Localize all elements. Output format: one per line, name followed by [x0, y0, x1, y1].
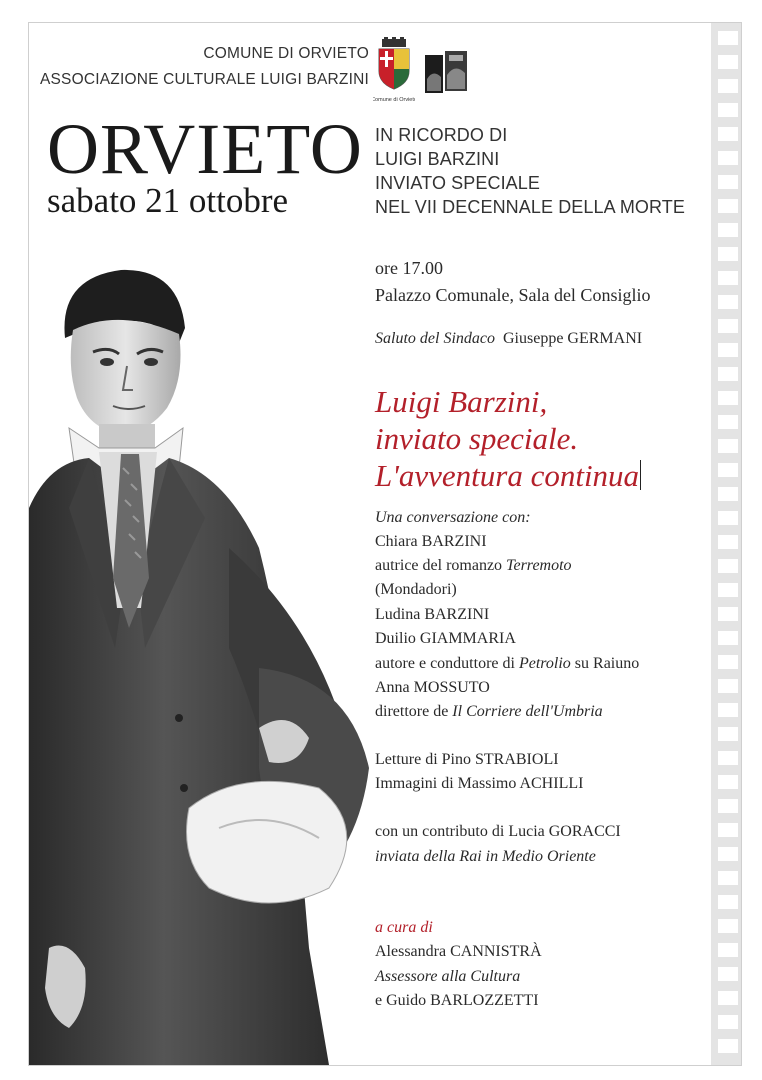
speaker-last-name: GIAMMARIA [419, 630, 516, 647]
publisher: (Mondadori) [375, 581, 457, 598]
headline-line: inviato speciale. [375, 421, 579, 456]
film-sprocket-hole [718, 751, 738, 765]
speaker-last-name: MOSSUTO [413, 679, 490, 696]
readings-credit [375, 751, 559, 769]
film-sprocket-hole [718, 463, 738, 477]
speaker-ludina [375, 606, 489, 624]
book-title: Terremoto [506, 557, 572, 574]
event-place: Palazzo Comunale, Sala del Consiglio [375, 285, 651, 305]
curated-label: a cura di [375, 919, 433, 936]
comune-coat-of-arms-logo [373, 37, 415, 105]
speaker-last-name: BARZINI [421, 533, 487, 550]
mayor-last-name: GERMANI [567, 330, 643, 347]
memorial-text [375, 123, 685, 219]
film-strip [711, 23, 741, 1065]
credit-last-name: GORACCI [548, 823, 621, 840]
role-text: autore e conduttore di [375, 655, 515, 672]
film-sprocket-hole [718, 31, 738, 45]
speaker-first-name: Ludina [375, 606, 421, 623]
headline-line: L'avventura continua [375, 458, 640, 493]
film-sprocket-hole [718, 151, 738, 165]
film-sprocket-hole [718, 559, 738, 573]
film-sprocket-hole [718, 1015, 738, 1029]
curator-role: Assessore alla Cultura [375, 968, 521, 985]
film-sprocket-hole [718, 775, 738, 789]
film-sprocket-hole [718, 1039, 738, 1053]
credit-label: Letture di Pino [375, 751, 471, 768]
memorial-line: LUIGI BARZINI [375, 149, 500, 169]
org-line-associazione: ASSOCIAZIONE CULTURALE LUIGI BARZINI [39, 71, 369, 88]
film-sprocket-hole [718, 607, 738, 621]
curator-guido [375, 992, 539, 1010]
memorial-line: IN RICORDO DI [375, 125, 508, 145]
film-sprocket-hole [718, 991, 738, 1005]
film-sprocket-hole [718, 79, 738, 93]
speaker-anna-role [375, 703, 603, 721]
credit-label: con un contributo di Lucia [375, 823, 545, 840]
org-line-comune: COMUNE DI ORVIETO [203, 45, 369, 62]
role-text: su Raiuno [574, 655, 640, 672]
film-sprocket-hole [718, 703, 738, 717]
conversation-intro: Una conversazione con: [375, 509, 531, 526]
film-sprocket-hole [718, 55, 738, 69]
film-sprocket-hole [718, 487, 738, 501]
film-sprocket-hole [718, 439, 738, 453]
city-title: ORVIETO [47, 109, 363, 189]
film-sprocket-hole [718, 847, 738, 861]
role-text: autrice del romanzo [375, 557, 503, 574]
film-sprocket-hole [718, 871, 738, 885]
film-sprocket-hole [718, 895, 738, 909]
film-sprocket-hole [718, 295, 738, 309]
credit-last-name: ACHILLI [519, 775, 584, 792]
curator-first-name: Alessandra [375, 943, 447, 960]
speaker-chiara-role [375, 557, 572, 575]
speaker-duilio-role [375, 655, 639, 673]
event-headline [375, 383, 641, 494]
film-sprocket-hole [718, 823, 738, 837]
event-time: ore 17.00 [375, 258, 443, 278]
memorial-line: INVIATO SPECIALE [375, 173, 540, 193]
greeting-label: Saluto del Sindaco [375, 330, 495, 347]
film-sprocket-hole [718, 103, 738, 117]
show-title: Petrolio [518, 655, 571, 672]
speaker-first-name: Anna [375, 679, 410, 696]
mayor-greeting [375, 330, 642, 348]
film-sprocket-hole [718, 511, 738, 525]
contribution-role: inviata della Rai in Medio Oriente [375, 848, 596, 865]
film-sprocket-hole [718, 535, 738, 549]
film-sprocket-hole [718, 679, 738, 693]
curator-last-name: BARLOZZETTI [430, 992, 539, 1009]
association-logo [423, 49, 469, 97]
speaker-last-name: BARZINI [424, 606, 490, 623]
role-text: direttore de [375, 703, 449, 720]
film-sprocket-hole [718, 271, 738, 285]
speaker-anna [375, 679, 490, 697]
mayor-first-name: Giuseppe [502, 330, 564, 347]
film-sprocket-hole [718, 583, 738, 597]
credit-last-name: STRABIOLI [474, 751, 559, 768]
film-sprocket-hole [718, 367, 738, 381]
film-sprocket-hole [718, 343, 738, 357]
film-sprocket-hole [718, 943, 738, 957]
logo-caption: Comune di Orvieto [373, 97, 415, 103]
speaker-duilio [375, 630, 516, 648]
speaker-first-name: Chiara [375, 533, 418, 550]
memorial-line: NEL VII DECENNALE DELLA MORTE [375, 197, 685, 217]
film-sprocket-hole [718, 919, 738, 933]
film-sprocket-hole [718, 391, 738, 405]
credit-label: Immagini di Massimo [375, 775, 517, 792]
film-sprocket-hole [718, 199, 738, 213]
curator-first-name: e Guido [375, 992, 427, 1009]
text-cursor [640, 460, 641, 490]
portrait-photo [29, 248, 379, 1065]
film-sprocket-hole [718, 967, 738, 981]
poster-page [28, 22, 742, 1066]
film-sprocket-hole [718, 247, 738, 261]
speaker-first-name: Duilio [375, 630, 416, 647]
film-sprocket-hole [718, 799, 738, 813]
film-sprocket-hole [718, 127, 738, 141]
event-date: sabato 21 ottobre [47, 181, 289, 220]
film-sprocket-hole [718, 727, 738, 741]
film-sprocket-hole [718, 631, 738, 645]
images-credit [375, 775, 583, 793]
headline-line: Luigi Barzini, [375, 384, 548, 419]
speaker-chiara [375, 533, 487, 551]
curator-alessandra [375, 943, 542, 961]
film-sprocket-hole [718, 319, 738, 333]
film-sprocket-hole [718, 655, 738, 669]
contribution-credit [375, 823, 621, 841]
film-sprocket-hole [718, 223, 738, 237]
curator-last-name: CANNISTRÀ [450, 943, 542, 960]
film-sprocket-hole [718, 175, 738, 189]
newspaper-title: Il Corriere dell'Umbria [452, 703, 603, 720]
film-sprocket-hole [718, 415, 738, 429]
